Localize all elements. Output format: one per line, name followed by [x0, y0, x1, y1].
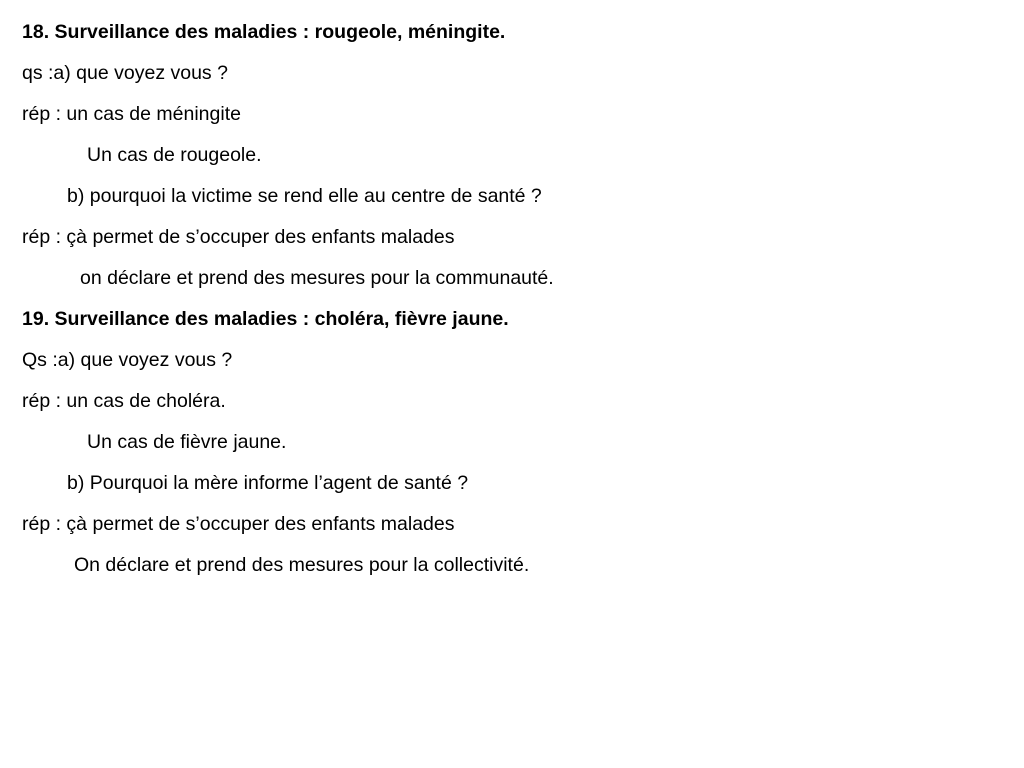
section-19-question-b: b) Pourquoi la mère informe l’agent de santé ?: [67, 472, 469, 494]
section-18-answer-b-line-1: rép : çà permet de s’occuper des enfants malades: [22, 226, 455, 248]
section-18-question-b: b) pourquoi la victime se rend elle au centre de santé ?: [67, 185, 542, 207]
section-19-answer-b-line-2: On déclare et prend des mesures pour la collectivité.: [74, 554, 530, 576]
section-18-heading: 18. Surveillance des maladies : rougeole, méningite.: [22, 21, 506, 43]
section-19-question-a: Qs :a) que voyez vous ?: [22, 349, 233, 371]
section-19-answer-a-line-1: rép : un cas de choléra.: [22, 390, 226, 412]
section-18-answer-a-line-1: rép : un cas de méningite: [22, 103, 241, 125]
section-19-answer-b-line-1: rép : çà permet de s’occuper des enfants malades: [22, 513, 455, 535]
section-19-heading: 19. Surveillance des maladies : choléra, fièvre jaune.: [22, 308, 509, 330]
section-18-answer-a-line-2: Un cas de rougeole.: [87, 144, 262, 166]
section-18-question-a: qs :a) que voyez vous ?: [22, 62, 228, 84]
document-body: [22, 12, 1002, 586]
section-19-answer-a-line-2: Un cas de fièvre jaune.: [87, 431, 287, 453]
section-18-answer-b-line-2: on déclare et prend des mesures pour la communauté.: [80, 267, 554, 289]
